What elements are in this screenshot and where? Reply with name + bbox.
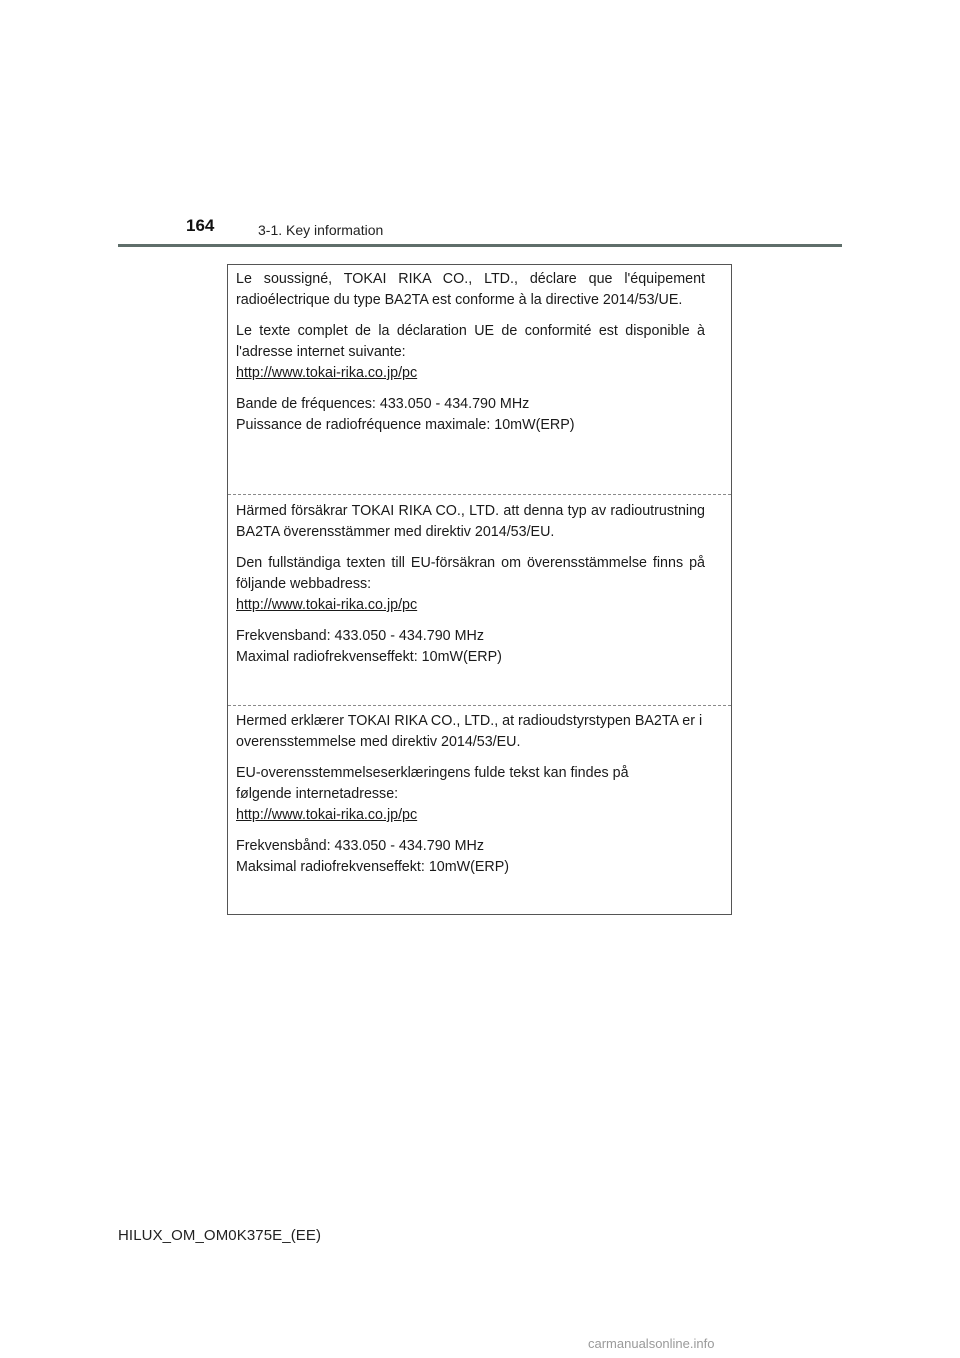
site-watermark: carmanualsonline.info [588,1336,715,1351]
declaration-link[interactable]: http://www.tokai-rika.co.jp/pc [236,597,418,613]
fulltext-notice: Den fullständiga texten till EU-försäkran om överensstämmelse finns på följande webbadress: [236,555,705,592]
declaration-text: Hermed erklærer TOKAI RIKA CO., LTD., at radioudstyrstypen BA2TA er i overensstemmelse med direktiv 2014/53/EU. [236,713,703,750]
document-code: HILUX_OM_OM0K375E_(EE) [118,1227,322,1244]
section-divider [228,705,731,706]
declaration-section-danish [228,711,731,878]
fulltext-notice: EU-overensstemmelseserklæringens fulde tekst kan findes på følgende internetadresse: [236,765,629,802]
frequency-band: Bande de fréquences: 433.050 - 434.790 MHz [236,396,530,412]
declaration-box [227,264,732,915]
max-power: Maksimal radiofrekvenseffekt: 10mW(ERP) [236,859,510,875]
declaration-section-french [228,269,731,436]
frequency-band: Frekvensband: 433.050 - 434.790 MHz [236,628,484,644]
declaration-link[interactable]: http://www.tokai-rika.co.jp/pc [236,807,418,823]
section-divider [228,494,731,495]
fulltext-notice: Le texte complet de la déclaration UE de conformité est disponible à l'adresse internet suivante: [236,323,705,360]
page-number: 164 [186,216,215,235]
section-title: 3-1. Key information [258,222,384,238]
declaration-text: Le soussigné, TOKAI RIKA CO., LTD., déclare que l'équipement radioélectrique du type BA2TA est conforme à la directive 2014/53/UE. [236,271,705,308]
declaration-link[interactable]: http://www.tokai-rika.co.jp/pc [236,365,418,381]
declaration-text: Härmed försäkrar TOKAI RIKA CO., LTD. att denna typ av radioutrustning BA2TA överensstämmer med direktiv 2014/53/EU. [236,503,705,540]
max-power: Maximal radiofrekvenseffekt: 10mW(ERP) [236,649,502,665]
max-power: Puissance de radiofréquence maximale: 10mW(ERP) [236,417,575,433]
header-rule [118,244,842,247]
page-header [0,0,960,250]
declaration-section-swedish [228,501,731,668]
frequency-band: Frekvensbånd: 433.050 - 434.790 MHz [236,838,484,854]
